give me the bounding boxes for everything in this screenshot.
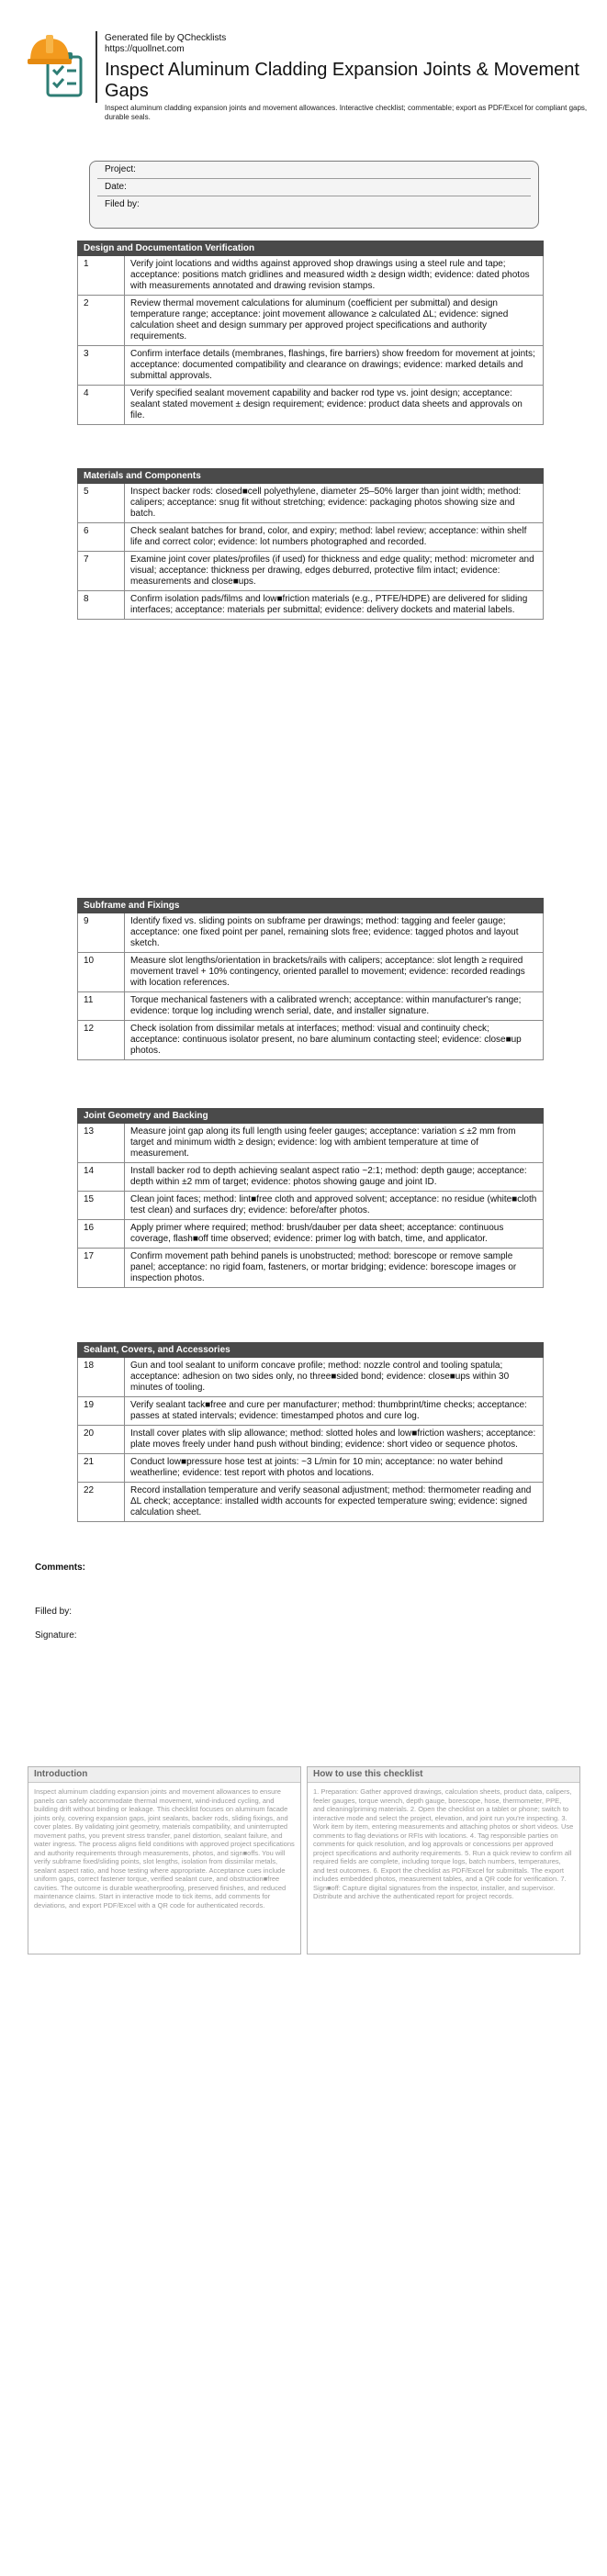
item-number: 9: [78, 913, 125, 952]
item-number: 7: [78, 552, 125, 590]
checklist-item[interactable]: [77, 1397, 544, 1426]
item-number: 8: [78, 591, 125, 619]
item-text: Confirm isolation pads/films and low■friction materials (e.g., PTFE/HDPE) are delivered for sliding interfaces; acceptance: materials per submittal; evidence: delivery dockets and material labels.: [130, 594, 528, 615]
helmet-checklist-icon: [28, 33, 90, 97]
checklist-item[interactable]: [77, 1358, 544, 1397]
item-number: 10: [78, 953, 125, 991]
item-text: Measure joint gap along its full length using feeler gauges; acceptance: variation ≤ ±2 mm from target and minimum width ≥ design; evidence: log with ambient temperature at time of measurement.: [130, 1126, 516, 1159]
filed-by-field[interactable]: Filed by:: [105, 199, 140, 209]
item-text: Gun and tool sealant to uniform concave profile; method: nozzle control and tooling spatula; acceptance: adhesion on two sides only, no three■sided bond; evidence: close■ups within 30 minutes of tooling.: [130, 1361, 510, 1393]
section-title: Design and Documentation Verification: [77, 241, 544, 256]
item-text: Inspect backer rods: closed■cell polyethylene, diameter 25–50% larger than joint width; method: calipers; acceptance: snug fit without stretching; evidence: packaging photos showing size and batch.: [130, 487, 522, 519]
item-number: 21: [78, 1454, 125, 1482]
info-panels: [28, 1766, 580, 1954]
checklist-item[interactable]: [77, 552, 544, 591]
item-number: 6: [78, 523, 125, 551]
item-number: 2: [78, 296, 125, 345]
item-text: Measure slot lengths/orientation in brackets/rails with calipers; acceptance: slot length ≥ required movement travel + 10% contingency, oriented parallel to movement; evidence: recorded readings with location references.: [130, 956, 525, 988]
checklist-item[interactable]: [77, 1021, 544, 1060]
checklist-item[interactable]: [77, 1426, 544, 1454]
item-number: 13: [78, 1124, 125, 1162]
checklist-item[interactable]: [77, 386, 544, 425]
item-text: Verify specified sealant movement capability and backer rod type vs. joint design; acceptance: sealant stated movement ± design requirement; evidence: product data sheets and approvals on file.: [130, 388, 523, 420]
project-field[interactable]: Project:: [97, 162, 531, 179]
section-materials-components: [77, 468, 544, 620]
item-text: Install backer rod to depth achieving sealant aspect ratio ~2:1; method: depth gauge; acceptance: depth within ±2 mm of target; evidence: photos showing gauge and joint ID.: [130, 1166, 527, 1187]
item-number: 12: [78, 1021, 125, 1059]
item-text: Confirm movement path behind panels is unobstructed; method: borescope or remove sample panel; acceptance: no rigid foam, fasteners, or mortar bridging; evidence: borescope images or inspection photos.: [130, 1251, 517, 1283]
checklist-item[interactable]: [77, 256, 544, 296]
checklist-item[interactable]: [77, 913, 544, 953]
introduction-text: Inspect aluminum cladding expansion joints and movement allowances to ensure panels can safely accommodate thermal movement, wind-induced cycling, and building drift without binding or leakage. This checklist focuses on aluminum facade joints only, covering expansion gaps, joint sealants, backer rods, sliding fixings, and cover plates. By validating joint geometry, materials compatibility, and uninterrupted movement paths, you prevent stress transfer, panel distortion, sealant failure, and water ingress. The process aligns field conditions with approved project specifications and authority requirements through measurements, photos, and sign■offs. You will verify subframe fixed/sliding points, slot lengths, isolation from dissimilar metals, sealant aspect ratio, and hose testing where appropriate. Acceptance cues include uniform gaps, correct fastener torque, verified sealant cure, and obstruction■free cavities. The outcome is durable weatherproofing, preserved finishes, and reduced maintenance claims. Start in interactive mode to tick items, add comments for deviations, and export PDF/Excel with a QR code for authenticated records.: [34, 1787, 295, 1910]
item-number: 18: [78, 1358, 125, 1396]
project-info-box: [89, 161, 539, 229]
checklist-item[interactable]: [77, 1249, 544, 1288]
item-number: 11: [78, 992, 125, 1020]
checklist-item[interactable]: [77, 346, 544, 386]
item-text: Confirm interface details (membranes, flashings, fire barriers) show freedom for movement at joints; acceptance: documented compatibility and clearance on drawings; evidence: marked details and submittal approvals.: [130, 349, 535, 381]
checklist-item[interactable]: [77, 1220, 544, 1249]
date-field[interactable]: Date:: [97, 179, 531, 196]
source-url[interactable]: https://quollnet.com: [105, 44, 185, 54]
item-number: 4: [78, 386, 125, 424]
checklist-item[interactable]: [77, 953, 544, 992]
checklist-item[interactable]: [77, 992, 544, 1021]
checklist-item[interactable]: [77, 1483, 544, 1522]
checklist-item[interactable]: [77, 591, 544, 620]
section-title: Sealant, Covers, and Accessories: [77, 1342, 544, 1358]
signature-label: Signature:: [35, 1630, 77, 1641]
how-to-title: How to use this checklist: [308, 1767, 579, 1783]
item-text: Examine joint cover plates/profiles (if used) for thickness and edge quality; method: micrometer and visual; acceptance: thickness per drawing, edges deburred, protective film intact; evidence: measurements and close■ups.: [130, 554, 534, 587]
section-title: Materials and Components: [77, 468, 544, 484]
checklist-item[interactable]: [77, 1163, 544, 1192]
how-to-panel: [307, 1766, 580, 1954]
page-title: Inspect Aluminum Cladding Expansion Joints & Movement Gaps: [105, 60, 579, 101]
item-text: Conduct low■pressure hose test at joints: ~3 L/min for 10 min; acceptance: no water behind weatherline; evidence: test report with photos and locations.: [130, 1457, 503, 1478]
item-number: 5: [78, 484, 125, 522]
item-number: 1: [78, 256, 125, 295]
checklist-item[interactable]: [77, 1192, 544, 1220]
checklist-item[interactable]: [77, 1124, 544, 1163]
checklist-item[interactable]: [77, 523, 544, 552]
document-header: [28, 26, 588, 136]
checklist-item[interactable]: [77, 1454, 544, 1483]
item-text: Apply primer where required; method: brush/dauber per data sheet; acceptance: continuous coverage, flash■off time observed; evidence: primer log with batch, time, and applicator.: [130, 1223, 504, 1244]
introduction-panel: [28, 1766, 301, 1954]
item-text: Check sealant batches for brand, color, and expiry; method: label review; acceptance: within shelf life and correct color; evidence: lot numbers photographed and recorded.: [130, 526, 527, 547]
item-number: 15: [78, 1192, 125, 1219]
item-text: Review thermal movement calculations for aluminum (coefficient per submittal) and design temperature range; acceptance: joint movement allowance ≥ calculated ΔL; evidence: signed calculation sheet and design summary per approved project specifications and authority requirements.: [130, 298, 509, 342]
section-title: Joint Geometry and Backing: [77, 1108, 544, 1124]
item-number: 3: [78, 346, 125, 385]
item-number: 14: [78, 1163, 125, 1191]
item-text: Torque mechanical fasteners with a calibrated wrench; acceptance: within manufacturer's range; evidence: torque log including wrench serial, date, and installer signature.: [130, 995, 522, 1016]
item-text: Record installation temperature and verify seasonal adjustment; method: thermometer reading and ΔL check; acceptance: installed width accounts for expected temperature swing; evidence: signed calculation sheet.: [130, 1485, 532, 1518]
checklist-item[interactable]: [77, 484, 544, 523]
introduction-title: Introduction: [28, 1767, 300, 1783]
section-sealant-covers: [77, 1342, 544, 1522]
item-text: Verify joint locations and widths against approved shop drawings using a steel rule and tape; acceptance: positions match gridlines and measured width ≥ design width; evidence: dated photos with measurements annotated and drawing revision stamps.: [130, 259, 530, 291]
filled-by-label: Filled by:: [35, 1607, 73, 1617]
how-to-text: 1. Preparation: Gather approved drawings, calculation sheets, product data, calipers, feeler gauges, torque wrench, depth gauge, borescope, hose, thermometer, PPE, and cleaning/priming materials. 2. Open the checklist on a tablet or phone; switch to interactive mode and select the project, elevation, and joint run you're inspecting. 3. Work item by item, entering measurements and attaching photos or short videos. Use comments to flag deviations or RFIs with locations. 4. Tag responsible parties on comments for quick resolution, and log approvals or concessions per approved project specifications and authority requirements. 5. Run a quick review to confirm all required fields are complete, including torque logs, batch numbers, temperatures, and test outcomes. 6. Export the checklist as PDF/Excel for submittals. The export includes embedded photos, measurement tables, and a QR code for verification. 7. Sign■off: Capture digital signatures from the inspector, installer, and supervisor. Distribute and archive the authenticated report for project records.: [313, 1787, 574, 1900]
comments-label: Comments:: [35, 1562, 86, 1573]
section-subframe-fixings: [77, 898, 544, 1060]
item-text: Verify sealant tack■free and cure per manufacturer; method: thumbprint/time checks; acceptance: passes at stated intervals; evidence: timestamped photos and cure log.: [130, 1400, 527, 1421]
item-number: 16: [78, 1220, 125, 1248]
item-text: Clean joint faces; method: lint■free cloth and approved solvent; acceptance: no residue (white■cloth test clean) and surfaces dry; evidence: before/after photos.: [130, 1194, 537, 1215]
checklist-item[interactable]: [77, 296, 544, 346]
item-text: Install cover plates with slip allowance; method: slotted holes and low■friction washers; acceptance: plate moves freely under hand push without binding; evidence: short video or sequence photos.: [130, 1428, 536, 1450]
section-title: Subframe and Fixings: [77, 898, 544, 913]
item-number: 17: [78, 1249, 125, 1287]
item-number: 20: [78, 1426, 125, 1453]
section-design-documentation: [77, 241, 544, 425]
item-text: Identify fixed vs. sliding points on subframe per drawings; method: tagging and feeler gauge; acceptance: one fixed point per panel, remaining slots free; evidence: tagged photos and layout sketch.: [130, 916, 519, 948]
section-joint-geometry: [77, 1108, 544, 1288]
generated-by-text: Generated file by QChecklists: [105, 33, 227, 43]
page-subtitle: Inspect aluminum cladding expansion joints and movement allowances. Interactive checklist; commentable; export as PDF/Excel for compliant gaps, durable seals.: [105, 104, 588, 121]
header-divider: [96, 31, 97, 103]
item-number: 22: [78, 1483, 125, 1521]
item-text: Check isolation from dissimilar metals at interfaces; method: visual and continuity check; acceptance: continuous isolator present, no bare aluminum contacting steel; evidence: close■up photos.: [130, 1024, 522, 1056]
item-number: 19: [78, 1397, 125, 1425]
